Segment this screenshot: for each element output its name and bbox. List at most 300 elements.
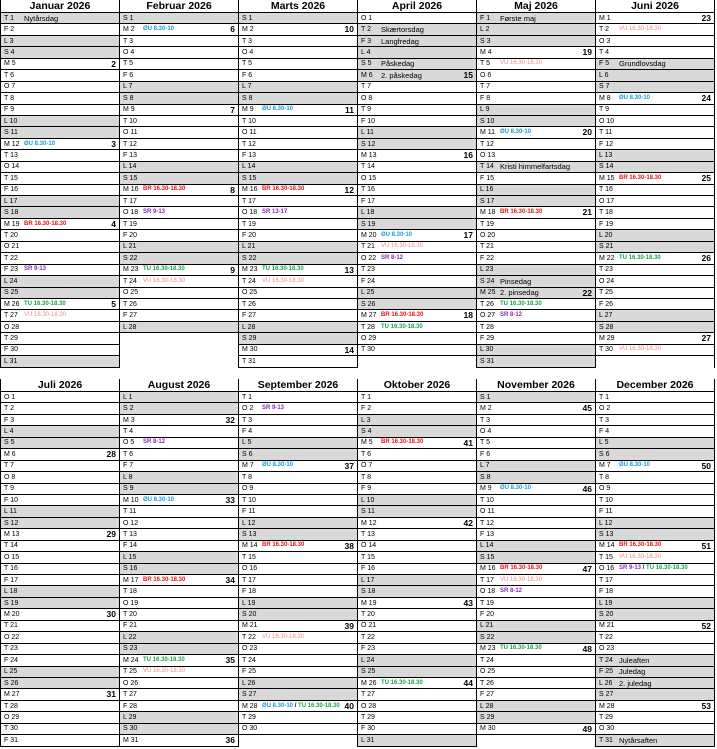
- event-label: SR 9-13: [262, 405, 285, 412]
- day-row: [596, 59, 714, 70]
- day-label: F 9: [361, 485, 372, 493]
- day-label: O 23: [599, 645, 615, 653]
- day-label: L 28: [123, 323, 137, 331]
- day-label: T 26: [242, 300, 256, 308]
- day-row: [358, 24, 476, 35]
- day-label: T 2: [4, 405, 14, 413]
- day-label: T 24: [599, 656, 613, 664]
- day-label: F 18: [599, 588, 614, 596]
- week-number: 10: [344, 24, 354, 35]
- day-label: O 29: [361, 334, 377, 342]
- day-row: [1, 506, 119, 517]
- week-number: 21: [582, 207, 592, 218]
- day-row: [239, 552, 357, 563]
- day-row: [239, 242, 357, 253]
- month-title: April 2026: [358, 0, 476, 13]
- week-number: 8: [230, 184, 235, 195]
- day-row: [358, 207, 476, 218]
- event-label: ØU 8.30-10: [143, 26, 175, 33]
- day-row: [120, 185, 238, 196]
- week-number: 42: [463, 517, 473, 528]
- day-row: [1, 276, 119, 287]
- day-label: T 12: [480, 519, 494, 527]
- day-row: [120, 105, 238, 116]
- day-label: O 8: [361, 94, 373, 102]
- day-label: T 13: [4, 151, 18, 159]
- month-title: Marts 2026: [239, 0, 357, 13]
- day-label: T 2: [599, 26, 609, 34]
- day-row: [239, 495, 357, 506]
- day-label: S 5: [4, 439, 15, 447]
- day-label: M 26: [4, 300, 20, 308]
- day-row: [1, 564, 119, 575]
- day-label: T 6: [4, 71, 14, 79]
- day-row: [596, 253, 714, 264]
- day-label: T 5: [480, 60, 490, 68]
- day-label: T 20: [361, 611, 375, 619]
- day-row: [596, 506, 714, 517]
- day-row: [1, 219, 119, 230]
- event-label: TU 16.30-18.30: [24, 300, 66, 307]
- week-number: 7: [230, 104, 235, 115]
- week-number: 15: [463, 70, 473, 81]
- day-label: O 6: [480, 71, 492, 79]
- day-label: F 9: [4, 106, 15, 114]
- day-label: T 23: [361, 266, 375, 274]
- day-label: T 12: [123, 140, 137, 148]
- day-label: F 16: [4, 186, 19, 194]
- day-label: O 30: [599, 725, 615, 733]
- day-row: [239, 196, 357, 207]
- day-row: [477, 655, 595, 666]
- day-row: [120, 472, 238, 483]
- holiday-label: Påskedag: [381, 59, 415, 69]
- week-number: 3: [111, 138, 116, 149]
- day-label: O 3: [599, 37, 611, 45]
- day-row: [120, 24, 238, 35]
- day-row: [477, 449, 595, 460]
- day-label: T 11: [599, 129, 613, 137]
- day-row: [358, 230, 476, 241]
- day-row: [1, 403, 119, 414]
- week-number: 14: [344, 344, 354, 355]
- day-row: [596, 242, 714, 253]
- day-label: T 26: [480, 300, 494, 308]
- day-row: [596, 621, 714, 632]
- day-row: [1, 105, 119, 116]
- day-label: F 30: [361, 725, 376, 733]
- event-label: ØU 8.30-10: [619, 462, 651, 469]
- day-label: T 19: [242, 220, 256, 228]
- day-row: [477, 173, 595, 184]
- day-row: [1, 310, 119, 321]
- day-label: S 15: [123, 174, 138, 182]
- day-label: T 27: [4, 312, 18, 320]
- day-label: O 25: [123, 289, 139, 297]
- day-label: S 8: [123, 94, 134, 102]
- day-row: [477, 345, 595, 356]
- day-row: [239, 299, 357, 310]
- day-label: M 10: [123, 496, 139, 504]
- day-row: [477, 139, 595, 150]
- day-row: [1, 632, 119, 643]
- day-row: [358, 495, 476, 506]
- day-row: [239, 461, 357, 472]
- day-row: [477, 529, 595, 540]
- day-row: [120, 644, 238, 655]
- day-label: M 31: [123, 736, 139, 744]
- day-row: [1, 116, 119, 127]
- day-label: F 6: [480, 450, 491, 458]
- day-label: F 29: [480, 334, 495, 342]
- day-row: [239, 173, 357, 184]
- day-row: [120, 150, 238, 161]
- event-label: ØU 8.30-10: [262, 702, 294, 709]
- day-label: S 27: [599, 691, 614, 699]
- event-label: BR 16.30-18.30: [381, 312, 424, 319]
- day-row: [358, 59, 476, 70]
- day-row: [120, 299, 238, 310]
- day-label: L 27: [599, 312, 613, 320]
- day-row: [239, 586, 357, 597]
- day-label: S 31: [480, 357, 495, 365]
- day-label: M 16: [480, 565, 496, 573]
- week-number: 53: [701, 700, 711, 711]
- day-row: [1, 299, 119, 310]
- day-label: T 29: [4, 334, 18, 342]
- event-label: VU 16.30-18.30: [262, 277, 305, 284]
- day-row: [596, 461, 714, 472]
- day-row: [1, 552, 119, 563]
- day-row: [1, 461, 119, 472]
- day-row: [477, 82, 595, 93]
- day-row: [239, 392, 357, 403]
- day-label: T 8: [599, 473, 609, 481]
- day-label: O 27: [480, 312, 496, 320]
- event-label: VU 16.30-18.30: [500, 576, 543, 583]
- day-row: [239, 689, 357, 700]
- day-row: [1, 392, 119, 403]
- day-label: L 18: [361, 209, 375, 217]
- day-label: T 30: [4, 725, 18, 733]
- day-label: S 25: [4, 289, 19, 297]
- day-label: T 3: [242, 37, 252, 45]
- day-label: S 12: [4, 519, 19, 527]
- week-number: 27: [701, 333, 711, 344]
- day-label: T 15: [242, 553, 256, 561]
- event-label: BR 16.30-18.30: [262, 542, 305, 549]
- day-label: T 24: [242, 277, 256, 285]
- day-label: F 10: [361, 117, 376, 125]
- day-row: [1, 426, 119, 437]
- day-label: L 21: [480, 622, 494, 630]
- day-row: [596, 403, 714, 414]
- day-label: O 10: [599, 117, 615, 125]
- day-row: [239, 70, 357, 81]
- event-label: VU 16.30-18.30: [24, 312, 67, 319]
- day-label: S 17: [480, 197, 495, 205]
- day-row: [1, 253, 119, 264]
- day-row: [596, 127, 714, 138]
- day-label: O 26: [123, 679, 139, 687]
- day-row: [120, 712, 238, 723]
- day-row: [596, 82, 714, 93]
- day-row: [239, 345, 357, 356]
- day-row: [477, 712, 595, 723]
- holiday-label: Første maj: [500, 13, 536, 23]
- day-row: [1, 541, 119, 552]
- day-row: [239, 541, 357, 552]
- month-column: [0, 0, 119, 368]
- day-label: F 13: [480, 530, 495, 538]
- day-row: [358, 242, 476, 253]
- day-label: T 8: [4, 94, 14, 102]
- day-row: [358, 299, 476, 310]
- week-number: 30: [106, 609, 116, 620]
- day-row: [358, 564, 476, 575]
- day-label: L 4: [361, 49, 371, 57]
- day-row: [1, 495, 119, 506]
- day-row: [1, 24, 119, 35]
- day-row: [596, 632, 714, 643]
- holiday-label: 2. påskedag: [381, 70, 422, 80]
- day-row: [1, 689, 119, 700]
- day-row: [477, 70, 595, 81]
- day-label: O 11: [242, 129, 257, 137]
- day-label: T 13: [361, 530, 375, 538]
- day-row: [358, 575, 476, 586]
- day-row: [239, 667, 357, 678]
- day-row: [239, 655, 357, 666]
- day-label: M 20: [361, 232, 377, 240]
- day-label: O 21: [361, 622, 377, 630]
- day-row: [120, 196, 238, 207]
- day-label: L 25: [361, 289, 375, 297]
- day-label: T 11: [123, 508, 137, 516]
- month-title: Januar 2026: [1, 0, 119, 13]
- day-label: O 2: [599, 405, 611, 413]
- event-label: BR 16.30-18.30: [500, 565, 543, 572]
- day-row: [596, 333, 714, 344]
- day-label: T 4: [599, 49, 609, 57]
- day-label: F 8: [480, 94, 491, 102]
- event-label: SR 8-12: [143, 439, 166, 446]
- day-label: T 10: [123, 117, 137, 125]
- day-label: M 26: [361, 679, 377, 687]
- day-label: L 6: [599, 71, 609, 79]
- week-number: 29: [106, 529, 116, 540]
- day-label: L 26: [599, 679, 613, 687]
- day-label: S 11: [4, 129, 18, 137]
- day-label: S 28: [599, 323, 614, 331]
- day-row: [120, 116, 238, 127]
- day-label: M 12: [361, 519, 377, 527]
- event-separator: /: [641, 565, 647, 572]
- day-label: T 24: [480, 656, 494, 664]
- day-label: S 13: [599, 530, 614, 538]
- day-row: [239, 472, 357, 483]
- day-label: M 9: [123, 106, 135, 114]
- day-row: [477, 47, 595, 58]
- day-label: M 29: [599, 334, 615, 342]
- day-row: [1, 586, 119, 597]
- day-label: T 29: [599, 713, 613, 721]
- day-row: [1, 265, 119, 276]
- day-label: L 11: [4, 508, 17, 516]
- day-label: M 21: [599, 622, 615, 630]
- day-row: [596, 564, 714, 575]
- day-row: [120, 59, 238, 70]
- day-label: M 13: [361, 151, 377, 159]
- day-label: M 3: [123, 416, 135, 424]
- day-label: T 22: [4, 254, 18, 262]
- day-label: L 14: [480, 542, 494, 550]
- day-label: T 19: [480, 599, 494, 607]
- day-row: [358, 93, 476, 104]
- day-row: [120, 461, 238, 472]
- day-label: M 7: [599, 462, 611, 470]
- day-label: F 11: [242, 508, 256, 516]
- event-label: TU 16.30-18.30: [298, 702, 340, 709]
- day-label: T 6: [361, 450, 371, 458]
- day-label: F 27: [242, 312, 257, 320]
- day-label: L 14: [242, 163, 256, 171]
- month-title: September 2026: [239, 379, 357, 392]
- month-column: [476, 379, 595, 747]
- event-label: TU 16.30-18.30: [500, 645, 542, 652]
- day-label: T 8: [361, 473, 371, 481]
- day-row: [596, 299, 714, 310]
- day-label: L 20: [599, 232, 613, 240]
- day-label: M 24: [123, 656, 139, 664]
- day-label: M 27: [361, 312, 377, 320]
- day-row: [477, 426, 595, 437]
- day-row: [596, 484, 714, 495]
- event-label: TU 16.30-18.30: [262, 266, 304, 273]
- day-row: [1, 438, 119, 449]
- day-row: [1, 518, 119, 529]
- day-row: [120, 47, 238, 58]
- day-row: [120, 36, 238, 47]
- day-row: [358, 586, 476, 597]
- day-row: [1, 127, 119, 138]
- day-label: O 24: [599, 277, 615, 285]
- day-label: O 29: [4, 713, 20, 721]
- event-label: ØU 8.30-10: [143, 496, 175, 503]
- event-label: TU 16.30-18.30: [143, 266, 185, 273]
- day-row: [358, 484, 476, 495]
- day-label: S 1: [123, 14, 134, 22]
- day-row: [358, 461, 476, 472]
- day-row: [239, 93, 357, 104]
- day-label: O 18: [242, 209, 258, 217]
- day-label: M 25: [480, 289, 496, 297]
- day-label: M 19: [4, 220, 20, 228]
- day-label: F 3: [4, 416, 15, 424]
- day-label: M 2: [123, 26, 135, 34]
- holiday-label: Grundlovsdag: [619, 59, 666, 69]
- day-row: [477, 724, 595, 735]
- day-label: F 18: [242, 588, 257, 596]
- day-row: [1, 644, 119, 655]
- day-label: T 17: [480, 576, 494, 584]
- day-label: F 28: [123, 702, 138, 710]
- day-row: [1, 701, 119, 712]
- day-label: S 6: [242, 450, 253, 458]
- day-label: S 8: [242, 94, 253, 102]
- day-label: S 4: [4, 49, 15, 57]
- day-label: S 20: [242, 611, 257, 619]
- day-row: [596, 438, 714, 449]
- event-label: VU 16.30-18.30: [262, 633, 305, 640]
- day-label: T 23: [4, 645, 18, 653]
- day-label: O 11: [123, 129, 138, 137]
- day-label: T 10: [480, 496, 494, 504]
- day-row: [239, 265, 357, 276]
- day-label: F 20: [123, 232, 138, 240]
- day-row: [477, 438, 595, 449]
- day-label: T 5: [480, 439, 490, 447]
- day-row: [477, 564, 595, 575]
- day-label: T 17: [242, 197, 256, 205]
- day-row: [1, 472, 119, 483]
- week-number: 37: [344, 460, 354, 471]
- day-row: [1, 609, 119, 620]
- day-row: [239, 36, 357, 47]
- day-label: M 15: [599, 174, 615, 182]
- holiday-label: Nytårsdag: [24, 13, 59, 23]
- day-row: [239, 150, 357, 161]
- day-row: [596, 667, 714, 678]
- month-title: November 2026: [477, 379, 595, 392]
- day-row: [596, 13, 714, 24]
- day-row: [239, 322, 357, 333]
- day-label: T 29: [361, 713, 375, 721]
- day-row: [120, 598, 238, 609]
- day-row: [239, 162, 357, 173]
- day-label: O 4: [123, 49, 135, 57]
- day-row: [358, 345, 476, 356]
- day-row: [596, 712, 714, 723]
- day-row: [120, 735, 238, 746]
- day-label: M 30: [480, 725, 496, 733]
- day-row: [477, 13, 595, 24]
- day-row: [477, 403, 595, 414]
- day-label: F 4: [242, 428, 253, 436]
- month-column: [357, 0, 476, 368]
- day-row: [358, 116, 476, 127]
- day-label: S 16: [123, 565, 138, 573]
- day-label: L 18: [4, 588, 18, 596]
- day-label: T 16: [599, 186, 613, 194]
- month-title: Juli 2026: [1, 379, 119, 392]
- day-row: [1, 196, 119, 207]
- day-label: S 22: [123, 254, 138, 262]
- day-row: [239, 712, 357, 723]
- day-row: [1, 621, 119, 632]
- day-row: [596, 150, 714, 161]
- day-label: M 19: [361, 599, 377, 607]
- day-row: [596, 426, 714, 437]
- day-row: [120, 310, 238, 321]
- day-row: [477, 242, 595, 253]
- day-label: S 1: [242, 14, 253, 22]
- day-label: L 19: [242, 599, 256, 607]
- day-row: [477, 185, 595, 196]
- week-number: 33: [225, 494, 235, 505]
- day-label: L 13: [599, 151, 613, 159]
- day-row: [596, 701, 714, 712]
